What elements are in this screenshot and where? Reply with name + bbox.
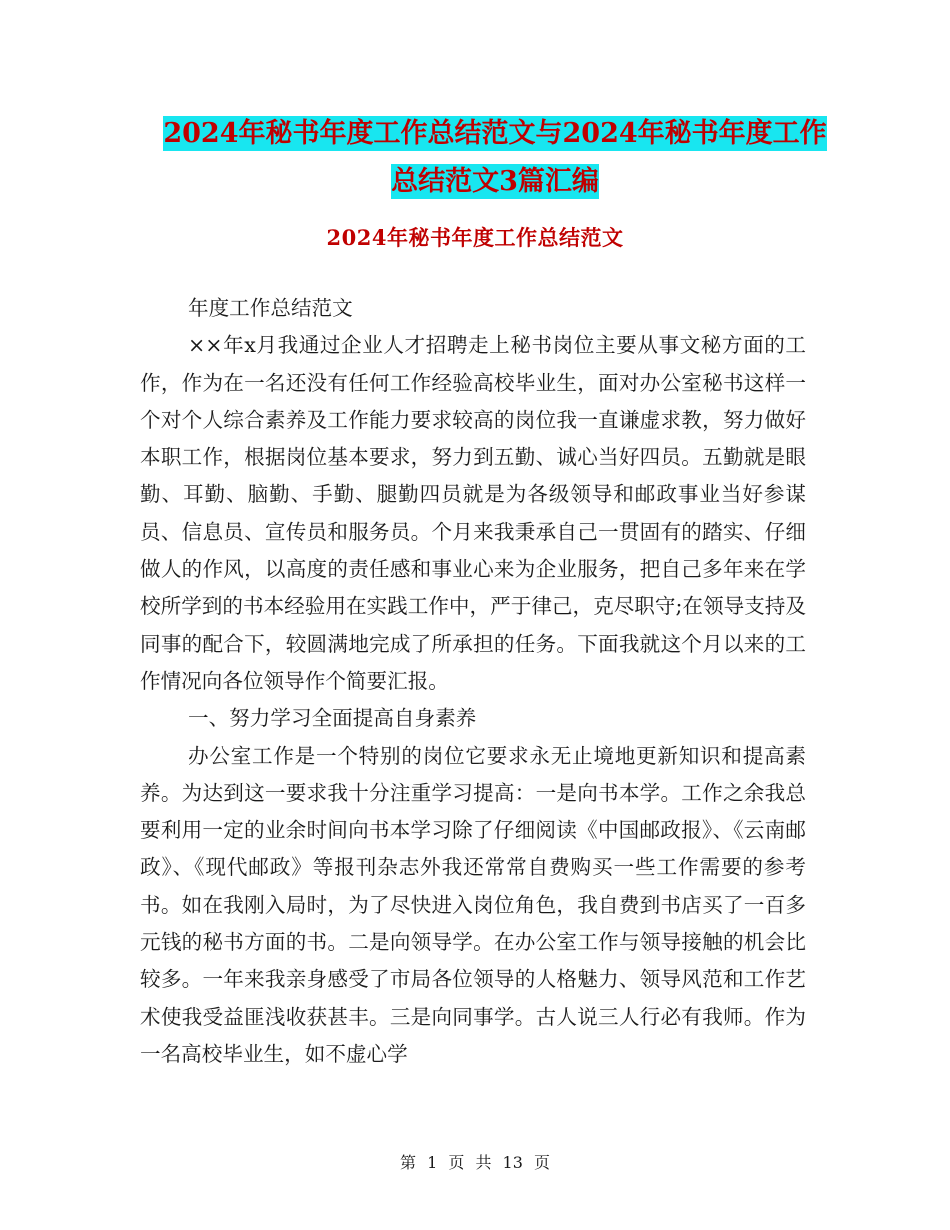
document-body xyxy=(140,290,806,1073)
paragraph-intro: ××年x月我通过企业人才招聘走上秘书岗位主要从事文秘方面的工作，作为在一名还没有任何工作经验高校毕业生，面对办公室秘书这样一个对个人综合素养及工作能力要求较高的岗位我一直谦虚求教，努力做好本职工作，根据岗位基本要求，努力到五勤、诚心当好四员。五勤就是眼勤、耳勤、脑勤、手勤、腿勤四员就是为各级领导和邮政事业当好参谋员、信息员、宣传员和服务员。个月来我秉承自己一贯固有的踏实、仔细做人的作风，以高度的责任感和事业心来为企业服务，把自己多年来在学校所学到的书本经验用在实践工作中，严于律己，克尽职守;在领导支持及同事的配合下，较圆满地完成了所承担的任务。下面我就这个月以来的工作情况向各位领导作个简要汇报。 xyxy=(140,333,806,693)
paragraph-learning: 办公室工作是一个特别的岗位它要求永无止境地更新知识和提高素养。为达到这一要求我十分注重学习提高：一是向书本学。工作之余我总要利用一定的业余时间向书本学习除了仔细阅读《中国邮政报》、《云南邮政》、《现代邮政》等报刊杂志外我还常常自费购买一些工作需要的参考书。如在我刚入局时，为了尽快进入岗位角色，我自费到书店买了一百多元钱的秘书方面的书。二是向领导学。在办公室工作与领导接触的机会比较多。一年来我亲身感受了市局各位领导的人格魅力、领导风范和工作艺术使我受益匪浅收获甚丰。三是向同事学。古人说三人行必有我师。作为一名高校毕业生，如不虚心学 xyxy=(140,743,806,1066)
section-title: 2024年秘书年度工作总结范文 xyxy=(326,225,624,250)
document-title-line-2: 总结范文3篇汇编 xyxy=(391,166,599,197)
page-footer: 第 1 页 共 13 页 xyxy=(400,1153,550,1172)
document-title-line-1: 2024年秘书年度工作总结范文与2024年秘书年度工作 xyxy=(163,118,827,149)
paragraph-subheading: 一、努力学习全面提高自身素养 xyxy=(188,706,477,731)
paragraph-heading: 年度工作总结范文 xyxy=(188,296,353,320)
document-title xyxy=(140,110,850,206)
